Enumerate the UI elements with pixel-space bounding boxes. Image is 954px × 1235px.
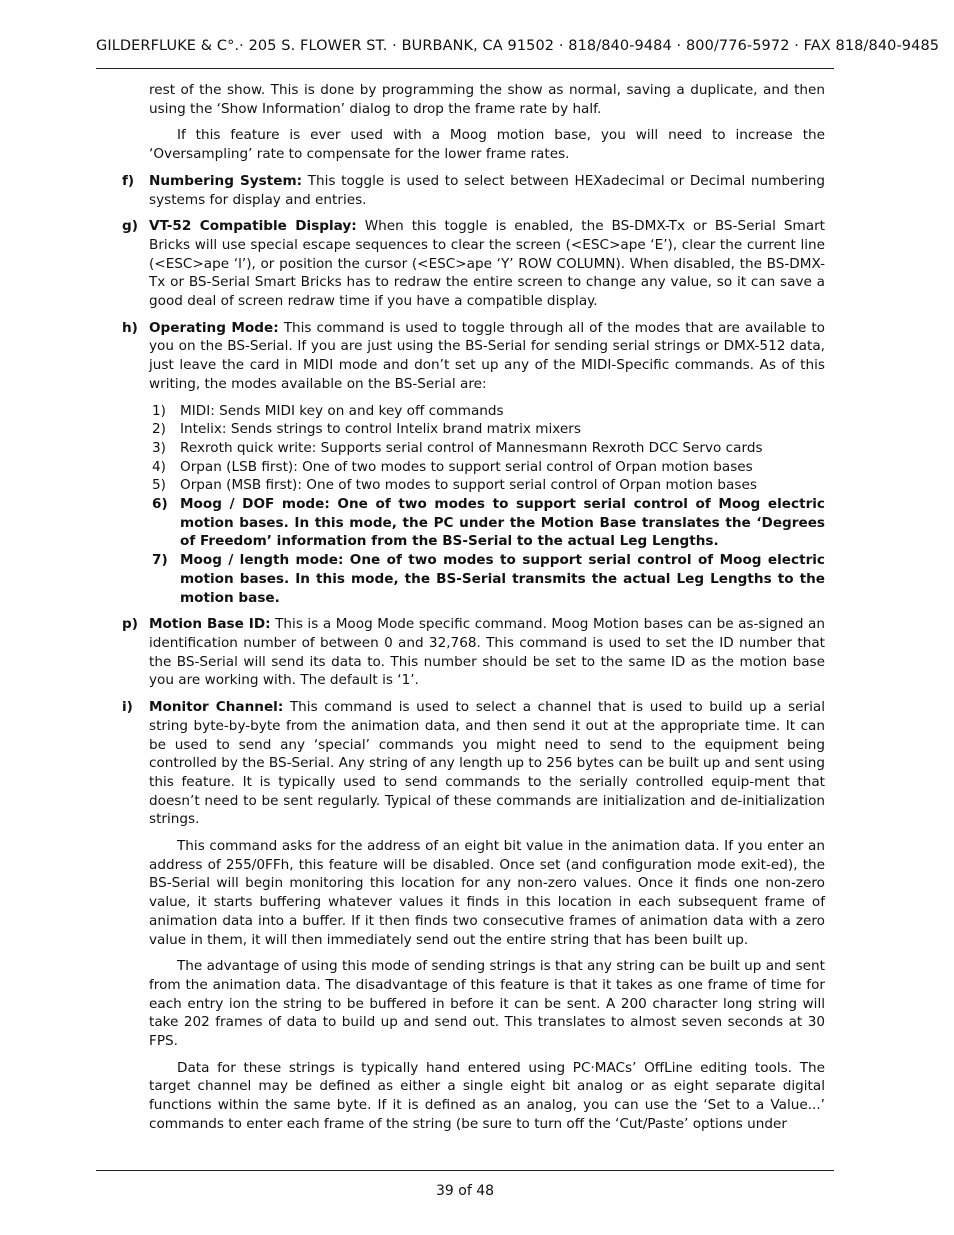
list-number: 1) — [152, 402, 166, 419]
item-title: Operating Mode: — [149, 319, 279, 336]
page-body — [96, 81, 825, 1142]
item-letter: f) — [122, 172, 135, 189]
list-item — [149, 551, 825, 607]
item-monitor-channel — [96, 698, 825, 829]
monitor-paragraph-1: This command asks for the address of an eight bit value in the animation data. If you enter an address of 255/0FFh, this feature will be disabled. Once set (and configuration mode exit-ed), the BS-Serial will begin monitoring this location for any non-zero values. Once it finds one non-zero value, it starts buffering whatever values it finds in this location in each subsequent frame of animation data into a buffer. If it then finds two consecutive frames of animation data with a zero value in them, it will then immediately send out the entire string that has been built up. — [149, 838, 825, 948]
item-title: Numbering System: — [149, 172, 303, 189]
item-letter: h) — [122, 319, 138, 336]
list-text: Moog / DOF mode: One of two modes to support serial control of Moog electric motion bases. In this mode, the PC under the Motion Base translates the ‘Degrees of Freedom’ information from the BS-Serial to the actual Leg Lengths. — [180, 496, 825, 550]
list-number: 3) — [152, 439, 166, 456]
list-text: Rexroth quick write: Supports serial control of Mannesmann Rexroth DCC Servo cards — [180, 439, 763, 456]
intro-paragraph-1: rest of the show. This is done by programming the show as normal, saving a duplicate, and then using the ‘Show Information’ dialog to drop the frame rate by half. — [149, 82, 825, 117]
list-text: Intelix: Sends strings to control Intelix brand matrix mixers — [180, 421, 581, 438]
list-text: MIDI: Sends MIDI key on and key off commands — [180, 402, 504, 419]
page-header: GILDERFLUKE & C°.· 205 S. FLOWER ST. · BURBANK, CA 91502 · 818/840-9484 · 800/776-5972 · FAX 818/840-9485 — [96, 38, 940, 54]
monitor-paragraph-3: Data for these strings is typically hand entered using PC·MACs’ OffLine editing tools. The target channel may be defined as either a single eight bit analog or as eight separate digital functions within the same byte. If it is defined as an analog, you can use the ‘Set to a Value...’ commands to enter each frame of the string (be sure to turn off the ‘Cut/Paste’ options under — [149, 1059, 825, 1132]
list-number: 7) — [152, 552, 168, 569]
list-item — [149, 458, 825, 477]
list-item — [149, 420, 825, 439]
item-motion-base-id — [96, 615, 825, 690]
item-letter: p) — [122, 616, 138, 633]
list-item — [149, 476, 825, 495]
item-title: Monitor Channel: — [149, 699, 284, 716]
list-number: 4) — [152, 458, 166, 475]
item-text: This command is used to select a channel that is used to build up a serial string byte-by-byte from the animation data, and then send it out at the appropriate time. It can be used to send any ‘special’ commands you might need to send to the equipment being controlled by the BS-Serial. Any string of any length up to 256 bytes can be built up and sent using this feature. It is typically used to send commands to the serially controlled equip-ment that doesn’t need to be sent regularly. Typical of these commands are initialization and de-initialization strings. — [149, 699, 825, 828]
list-item — [149, 402, 825, 421]
header-divider — [96, 68, 834, 69]
item-letter: g) — [122, 218, 138, 235]
item-operating-mode — [96, 319, 825, 394]
list-item — [149, 439, 825, 458]
page-number: 39 of 48 — [435, 1183, 495, 1199]
item-title: Motion Base ID: — [149, 616, 271, 633]
item-text: When this toggle is enabled, the BS-DMX-Tx or BS-Serial Smart Bricks will use special escape sequences to clear the screen (<ESC>ape ‘E’), clear the current line (<ESC>ape ‘l’), or position the cursor (<ESC>ape ‘Y’ ROW COLUMN). When disabled, the BS-DMX-Tx or BS-Serial Smart Bricks has to redraw the entire screen to change any value, so it can save a good deal of screen redraw time if you have a compatible display. — [149, 218, 825, 310]
list-item — [149, 495, 825, 551]
item-vt52-display — [96, 217, 825, 311]
list-text: Moog / length mode: One of two modes to support serial control of Moog electric motion bases. In this mode, the BS-Serial transmits the actual Leg Lengths to the motion base. — [180, 552, 825, 606]
modes-list — [149, 402, 825, 608]
item-title: VT-52 Compatible Display: — [149, 218, 357, 235]
list-number: 6) — [152, 496, 168, 513]
item-text: This toggle is used to select between HEXadecimal or Decimal numbering systems for display and entries. — [149, 172, 825, 208]
item-numbering-system — [96, 172, 825, 209]
item-text: This is a Moog Mode specific command. Moog Motion bases can be as-signed an identification number of between 0 and 32,768. This command is used to set the ID number that the BS-Serial will send its data to. This number should be set to the same ID as the motion base you are working with. The default is ‘1’. — [149, 616, 825, 689]
monitor-paragraph-2: The advantage of using this mode of sending strings is that any string can be built up and sent from the animation data. The disadvantage of this feature is that it takes as one frame of time for each entry ion the string to be buffered in before it can be sent. A 200 character long string will take 202 frames of data to build up and send out. This translates to almost seven seconds at 30 FPS. — [149, 958, 825, 1050]
list-number: 5) — [152, 477, 166, 494]
intro-paragraph-2: If this feature is ever used with a Moog motion base, you will need to increase the ‘Oversampling’ rate to compensate for the lower frame rates. — [149, 127, 825, 163]
item-text: This command is used to toggle through all of the modes that are available to you on the BS-Serial. If you are just using the BS-Serial for sending serial strings or DMX-512 data, just leave the card in MIDI mode and don’t set up any of the MIDI-Specific commands. As of this writing, the modes available on the BS-Serial are: — [149, 319, 825, 392]
item-letter: i) — [122, 699, 133, 716]
list-text: Orpan (MSB first): One of two modes to support serial control of Orpan motion bases — [180, 477, 757, 494]
footer-divider — [96, 1170, 834, 1171]
list-text: Orpan (LSB first): One of two modes to support serial control of Orpan motion bases — [180, 458, 753, 475]
list-number: 2) — [152, 421, 166, 438]
